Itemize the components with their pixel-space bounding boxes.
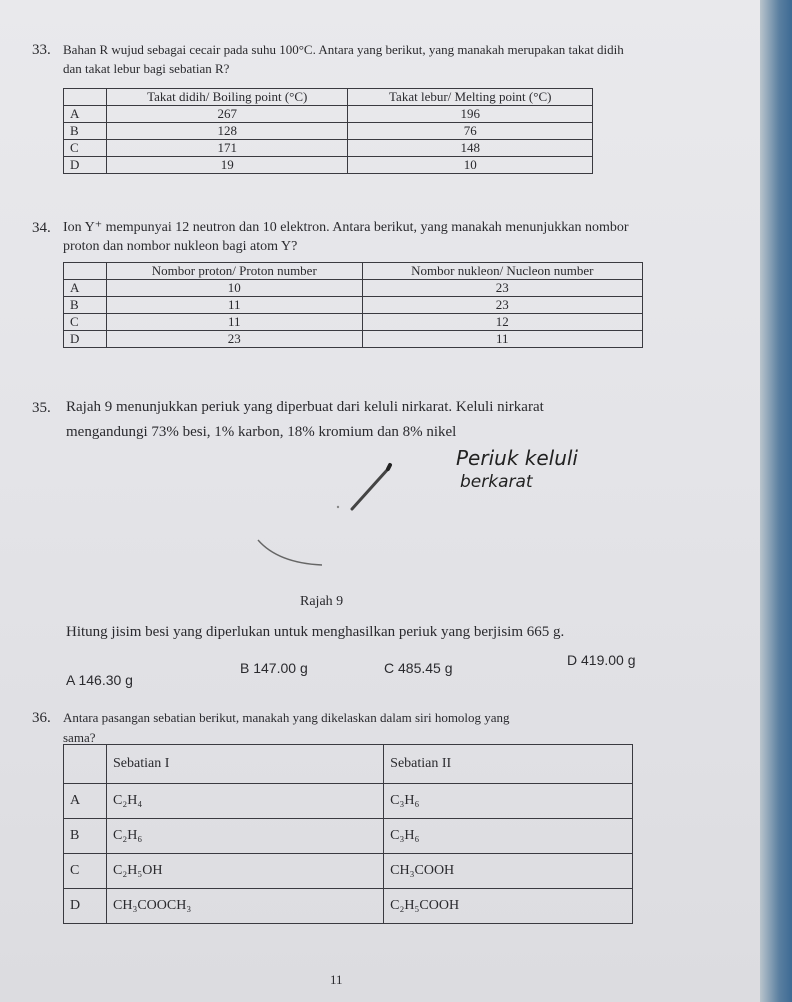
boiling-point: 128 (107, 123, 348, 140)
q33-header-boiling: Takat didih/ Boiling point (°C) (107, 89, 348, 106)
row-label: A (64, 106, 107, 123)
q33-text: Bahan R wujud sebagai cecair pada suhu 100°C. Antara yang berikut, yang manakah merupakan takat didih dan takat lebur bagi sebatian R? (63, 42, 624, 76)
row-label: A (64, 280, 107, 297)
q33-header-blank (64, 89, 107, 106)
table-row (64, 280, 643, 297)
table-row (64, 157, 593, 174)
page-number: 11 (330, 972, 343, 987)
proton-number: 11 (107, 314, 363, 331)
q36-header-compound-2: Sebatian II (384, 745, 633, 784)
q33-header-melting: Takat lebur/ Melting point (°C) (348, 89, 593, 106)
q33-table (63, 88, 593, 174)
handwriting-line2: berkarat (460, 472, 533, 492)
option-c: C 485.45 g (384, 660, 453, 676)
q36-header-blank (64, 745, 107, 784)
boiling-point: 267 (107, 106, 348, 123)
nucleon-number: 11 (362, 331, 642, 348)
option-b: B 147.00 g (240, 660, 308, 676)
compound-2: C₂H₅COOH (384, 889, 633, 924)
compound-2: C₃H₆ (384, 784, 633, 819)
q36-table (63, 744, 633, 924)
boiling-point: 171 (107, 140, 348, 157)
q34-header-nucleon: Nombor nukleon/ Nucleon number (362, 263, 642, 280)
nucleon-number: 23 (362, 280, 642, 297)
table-row (64, 140, 593, 157)
row-label: D (64, 889, 107, 924)
handwriting-line1: Periuk keluli (456, 446, 578, 470)
q34-table (63, 262, 643, 348)
q34-text: Ion Y⁺ mempunyai 12 neutron dan 10 elektron. Antara berikut, yang manakah menunjukkan nombor proton dan nombor nukleon bagi atom Y? (63, 220, 629, 254)
table-row (64, 819, 633, 854)
table-row (64, 854, 633, 889)
q35-question: Hitung jisim besi yang diperlukan untuk menghasilkan periuk yang berjisim 665 g. (66, 624, 565, 640)
melting-point: 148 (348, 140, 593, 157)
row-label: D (64, 331, 107, 348)
table-row (64, 889, 633, 924)
compound-1: C₂H₆ (107, 819, 384, 854)
melting-point: 196 (348, 106, 593, 123)
option-d: D 419.00 g (567, 652, 636, 668)
table-row (64, 123, 593, 140)
table-row (64, 784, 633, 819)
q35-text-line2: mengandungi 73% besi, 1% karbon, 18% kromium dan 8% nikel (66, 424, 457, 440)
option-a: A 146.30 g (66, 672, 133, 688)
q36-number: 36. (32, 710, 51, 726)
row-label: B (64, 123, 107, 140)
q35-number: 35. (32, 400, 51, 416)
q34-number: 34. (32, 220, 51, 236)
compound-1: C₂H₅OH (107, 854, 384, 889)
compound-1: CH₃COOCH₃ (107, 889, 384, 924)
pot-figure (240, 455, 440, 585)
boiling-point: 19 (107, 157, 348, 174)
row-label: C (64, 314, 107, 331)
row-label: D (64, 157, 107, 174)
q34-header-proton: Nombor proton/ Proton number (107, 263, 363, 280)
q35-text-line1: Rajah 9 menunjukkan periuk yang diperbuat dari keluli nirkarat. Keluli nirkarat (66, 399, 544, 415)
q34-header-blank (64, 263, 107, 280)
compound-2: CH₃COOH (384, 854, 633, 889)
q36-header-compound-1: Sebatian I (107, 745, 384, 784)
table-row (64, 331, 643, 348)
melting-point: 76 (348, 123, 593, 140)
table-row (64, 106, 593, 123)
q36-text-line2: sama? (63, 730, 96, 745)
row-label: C (64, 140, 107, 157)
table-row (64, 297, 643, 314)
row-label: B (64, 297, 107, 314)
proton-number: 23 (107, 331, 363, 348)
figure-caption: Rajah 9 (300, 594, 344, 609)
row-label: C (64, 854, 107, 889)
proton-number: 10 (107, 280, 363, 297)
compound-2: C₃H₆ (384, 819, 633, 854)
background-edge (760, 0, 792, 1002)
row-label: A (64, 784, 107, 819)
melting-point: 10 (348, 157, 593, 174)
q33-number: 33. (32, 42, 51, 58)
nucleon-number: 12 (362, 314, 642, 331)
row-label: B (64, 819, 107, 854)
q36-text-line1: Antara pasangan sebatian berikut, manakah yang dikelaskan dalam siri homolog yang (63, 710, 510, 725)
nucleon-number: 23 (362, 297, 642, 314)
compound-1: C₂H₄ (107, 784, 384, 819)
proton-number: 11 (107, 297, 363, 314)
table-row (64, 314, 643, 331)
